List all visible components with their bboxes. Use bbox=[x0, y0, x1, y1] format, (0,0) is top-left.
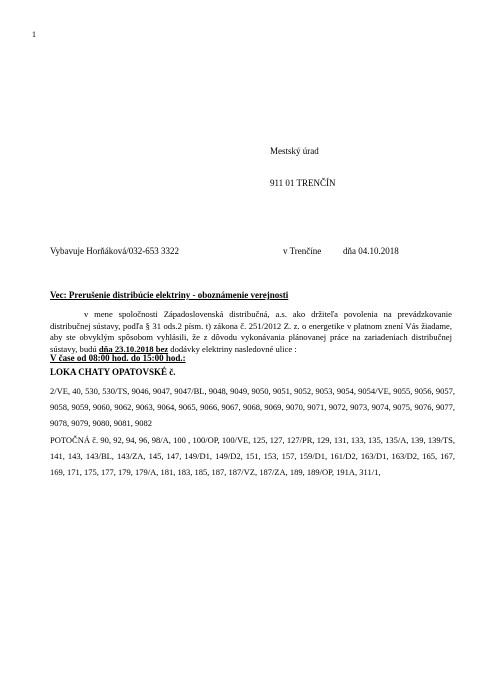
outage-date-highlight: dňa 23.10.2018 bez bbox=[98, 343, 169, 354]
house-numbers-potocna: POTOČNÁ č. 90, 92, 94, 96, 98/A, 100 , 100/OP, 100/VE, 125, 127, 127/PR, 129, 131, 133, 135, 135/A, 139, 139/TS, 141, 143, 143/BL, 143/ZA, 145, 147, 149/D1, 149/D2, 151, 153, 157, 159/D1, 161/D2, 163/D1, 163/D2, 165, 167, 169, 171, 175, 177, 179, 179/A, 181, 183, 185, 187, 187/VZ, 187/ZA, 189, 189/OP, 191A, 311/1, bbox=[50, 435, 455, 478]
page-number: 1 bbox=[32, 30, 36, 39]
letter-date: dňa 04.10.2018 bbox=[343, 246, 399, 256]
recipient-office: Mestský úrad bbox=[270, 146, 319, 156]
house-numbers-loka-chaty: 2/VE, 40, 530, 530/TS, 9046, 9047, 9047/BL, 9048, 9049, 9050, 9051, 9052, 9053, 9054, 9054/VE, 9055, 9056, 9057, 9058, 9059, 9060, 9062, 9063, 9064, 9065, 9066, 9067, 9068, 9069, 9070, 9071, 9072, 9073, 9074, 9075, 9076, 9077, 9078, 9079, 9080, 9081, 9082 bbox=[50, 386, 455, 429]
letter-place: v Trenčíne bbox=[283, 246, 322, 256]
time-window-heading: V čase od 08:00 hod. do 15:00 hod.: bbox=[50, 353, 186, 363]
intro-paragraph bbox=[50, 309, 452, 355]
subject-line: Vec: Prerušenie distribúcie elektriny - oboznámenie verejnosti bbox=[50, 290, 289, 300]
intro-text-before: v mene spoločnosti Západoslovenská distribučná, a.s. ako držiteľa povolenia na prevádzkovanie distribučnej sústavy, podľa § 31 ods.2 písm. t) zákona č. 251/2012 Z. z. o energetike v platnom znení Vás žiadame, aby ste obvyklým spôsobom vyhlásili, že z dôvodu vykonávania plánovanej práce na zariadeniach distribučnej sústavy, budú bbox=[50, 309, 452, 354]
handler-contact: Vybavuje Horňáková/032-653 3322 bbox=[50, 246, 179, 256]
intro-text-after: dodávky elektriny nasledovné ulice : bbox=[170, 343, 297, 354]
street-heading-loka-chaty: LOKA CHATY OPATOVSKÉ č. bbox=[50, 367, 176, 377]
recipient-postal-city: 911 01 TRENČÍN bbox=[270, 178, 336, 188]
